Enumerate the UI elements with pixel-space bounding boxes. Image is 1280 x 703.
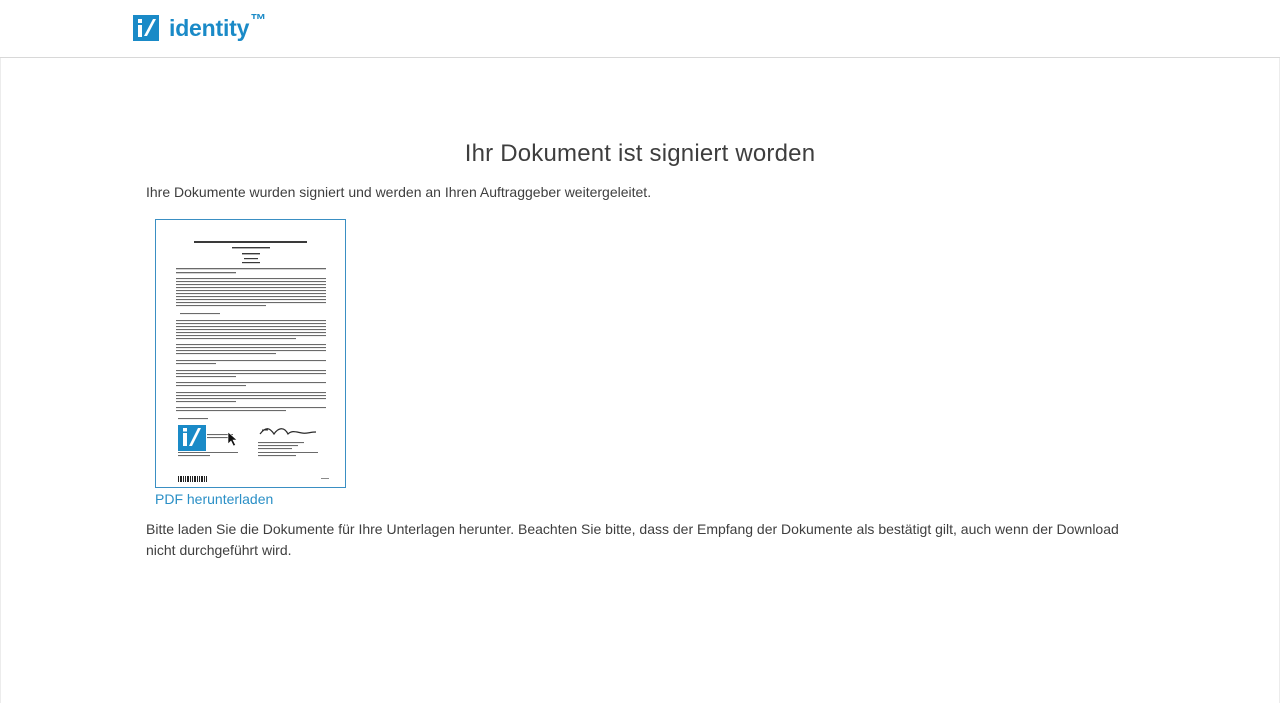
pdf-download-link[interactable]: PDF herunterladen <box>155 491 274 507</box>
top-bar <box>0 0 1280 58</box>
download-note: Bitte laden Sie die Dokumente für Ihre Unterlagen herunter. Beachten Sie bitte, dass der Empfang der Dokumente als bestätigt gilt, auch wenn der Download nicht durchgeführt wird. <box>146 521 1119 558</box>
intro-text: Ihre Dokumente wurden signiert und werden an Ihren Auftraggeber weitergeleitet. <box>146 184 652 200</box>
brand-logo[interactable] <box>133 12 267 41</box>
brand-name: identity <box>169 15 250 41</box>
page-title: Ihr Dokument ist signiert worden <box>464 140 816 167</box>
trademark-symbol: ™ <box>250 12 267 29</box>
identity-logo-icon <box>133 15 159 41</box>
document-thumbnail[interactable] <box>155 219 346 488</box>
document-preview-image <box>156 220 345 487</box>
